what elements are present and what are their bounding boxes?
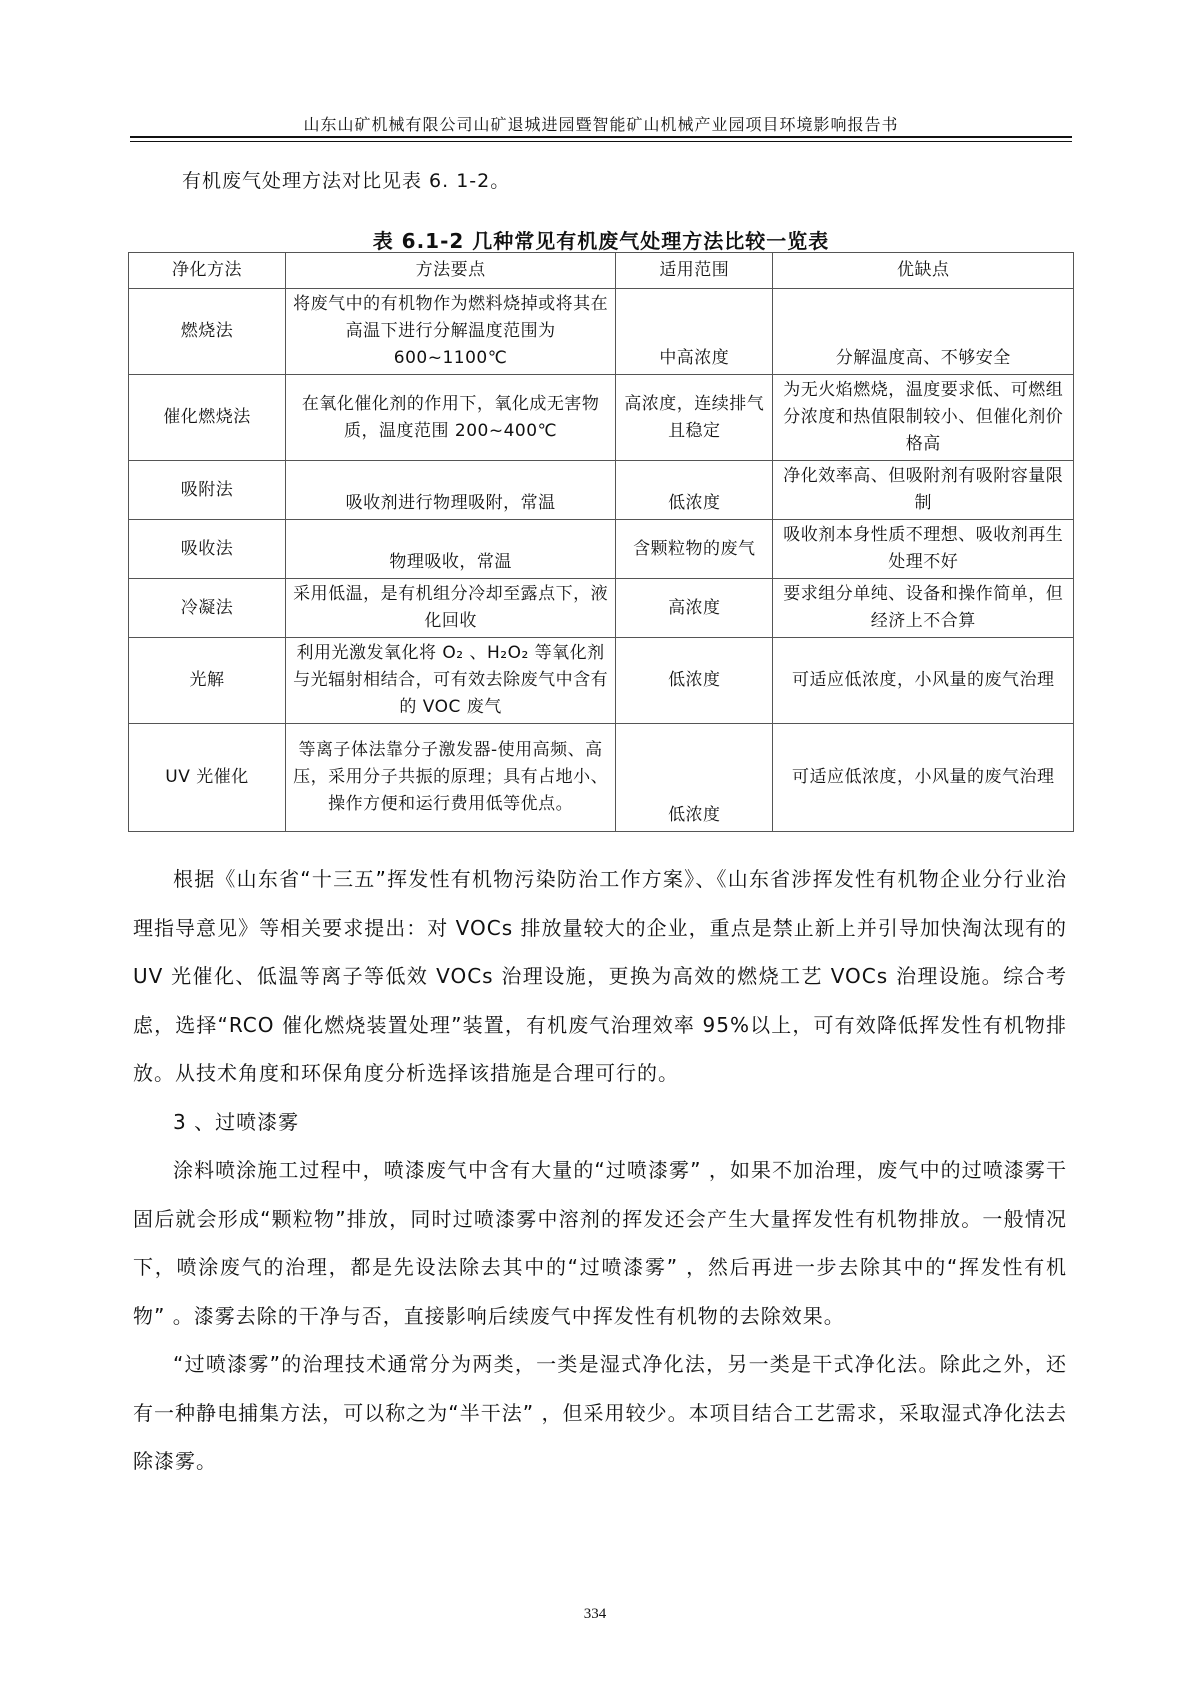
method-cell: 催化燃烧法 (129, 375, 286, 461)
section-heading: 3 、过喷漆雾 (173, 1109, 300, 1134)
scope-cell: 高浓度，连续排气且稳定 (616, 375, 773, 461)
pros-cons-cell: 可适应低浓度，小风量的废气治理 (773, 724, 1074, 832)
header-rule-thick (130, 136, 1072, 138)
scope-cell: 含颗粒物的废气 (616, 520, 773, 579)
table-header-row (129, 253, 1074, 289)
table-row (129, 579, 1074, 638)
paragraph-overspray: 涂料喷涂施工过程中，喷漆废气中含有大量的“过喷漆雾” ，如果不加治理，废气中的过喷漆雾干固后就会形成“颗粒物”排放，同时过喷漆雾中溶剂的挥发还会产生大量挥发性有机物排放。一般情况下，喷涂废气的治理，都是先设法除去其中的“过喷漆雾” ，然后再进一步去除其中的“挥发性有机物” 。漆雾去除的干净与否，直接影响后续废气中挥发性有机物的去除效果。 (133, 1158, 1067, 1328)
keypoint-cell: 吸收剂进行物理吸附，常温 (286, 461, 616, 520)
page-header: 山东山矿机械有限公司山矿退城进园暨智能矿山机械产业园项目环境影响报告书 (303, 115, 899, 134)
header-cell: 优缺点 (773, 253, 1074, 289)
keypoint-cell: 将废气中的有机物作为燃料烧掉或将其在高温下进行分解温度范围为600~1100℃ (286, 289, 616, 375)
table-row (129, 724, 1074, 832)
table-caption: 表 6.1-2 几种常见有机废气处理方法比较一览表 (372, 229, 830, 253)
keypoint-cell: 在氧化催化剂的作用下，氧化成无害物质，温度范围 200~400℃ (286, 375, 616, 461)
table-row (129, 520, 1074, 579)
keypoint-cell: 采用低温，是有机组分冷却至露点下，液化回收 (286, 579, 616, 638)
paragraph-policy: 根据《山东省“十三五”挥发性有机物污染防治工作方案》、《山东省涉挥发性有机物企业分行业治理指导意见》等相关要求提出：对 VOCs 排放量较大的企业，重点是禁止新上并引导加快淘汰现有的 UV 光催化、低温等离子等低效 VOCs 治理设施，更换为高效的燃烧工艺 VOCs 治理设施。综合考虑，选择“RCO 催化燃烧装置处理”装置，有机废气治理效率 95%以上，可有效降低挥发性有机物排放。从技术角度和环保角度分析选择该措施是合理可行的。 (133, 867, 1067, 1085)
pros-cons-cell: 可适应低浓度，小风量的废气治理 (773, 638, 1074, 724)
keypoint-cell: 等离子体法靠分子激发器-使用高频、高压，采用分子共振的原理；具有占地小、操作方便和运行费用低等优点。 (286, 724, 616, 832)
pros-cons-cell: 为无火焰燃烧，温度要求低、可燃组分浓度和热值限制较小、但催化剂价格高 (773, 375, 1074, 461)
pros-cons-cell: 分解温度高、不够安全 (773, 289, 1074, 375)
table-row (129, 375, 1074, 461)
header-cell: 净化方法 (129, 253, 286, 289)
paragraph-treatment: “过喷漆雾”的治理技术通常分为两类，一类是湿式净化法，另一类是干式净化法。除此之外，还有一种静电捕集方法，可以称之为“半干法” ，但采用较少。本项目结合工艺需求，采取湿式净化法去除漆雾。 (133, 1352, 1067, 1473)
table-row (129, 638, 1074, 724)
scope-cell: 低浓度 (616, 724, 773, 832)
method-cell: 光解 (129, 638, 286, 724)
header-rule-thin (130, 141, 1072, 142)
intro-sentence: 有机废气处理方法对比见表 6. 1-2。 (182, 170, 511, 192)
method-cell: 吸附法 (129, 461, 286, 520)
table-row (129, 289, 1074, 375)
scope-cell: 低浓度 (616, 461, 773, 520)
pros-cons-cell: 净化效率高、但吸附剂有吸附容量限制 (773, 461, 1074, 520)
method-cell: 冷凝法 (129, 579, 286, 638)
comparison-table (128, 252, 1074, 832)
keypoint-cell: 利用光激发氧化将 O₂ 、H₂O₂ 等氧化剂与光辐射相结合，可有效去除废气中含有的 VOC 废气 (286, 638, 616, 724)
method-cell: 吸收法 (129, 520, 286, 579)
table-row (129, 461, 1074, 520)
scope-cell: 中高浓度 (616, 289, 773, 375)
keypoint-cell: 物理吸收，常温 (286, 520, 616, 579)
method-cell: 燃烧法 (129, 289, 286, 375)
pros-cons-cell: 吸收剂本身性质不理想、吸收剂再生处理不好 (773, 520, 1074, 579)
pros-cons-cell: 要求组分单纯、设备和操作简单，但经济上不合算 (773, 579, 1074, 638)
header-cell: 方法要点 (286, 253, 616, 289)
body-text (133, 855, 1067, 1486)
scope-cell: 高浓度 (616, 579, 773, 638)
page-number: 334 (583, 1606, 607, 1622)
method-cell: UV 光催化 (129, 724, 286, 832)
scope-cell: 低浓度 (616, 638, 773, 724)
header-cell: 适用范围 (616, 253, 773, 289)
